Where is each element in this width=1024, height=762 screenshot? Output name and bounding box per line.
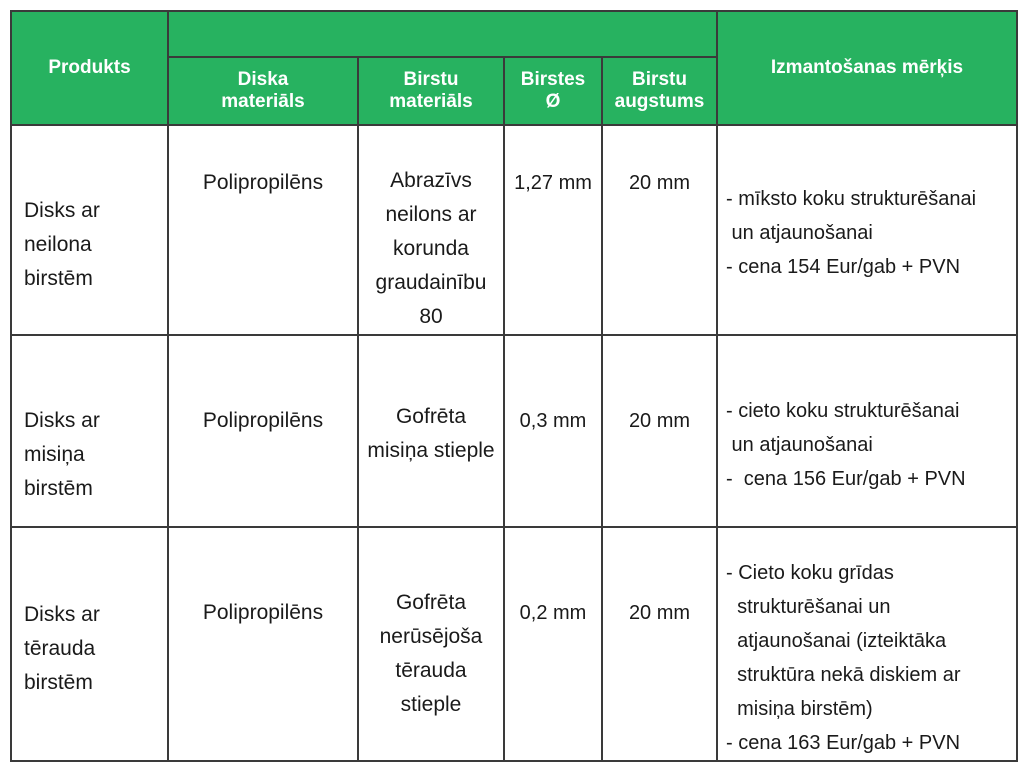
cell-birstu-materials: Gofrēta misiņa stieple <box>358 335 504 527</box>
table-row <box>11 335 1017 527</box>
table-row <box>11 527 1017 761</box>
header-spacer <box>168 11 717 57</box>
product-table <box>10 10 1018 762</box>
header-merkis: Izmantošanas mērķis <box>717 11 1017 125</box>
cell-diska: Polipropilēns <box>168 335 358 527</box>
header-birstu-materials: Birstu materiāls <box>358 57 504 125</box>
cell-produkts: Disks ar misiņa birstēm <box>11 335 168 527</box>
cell-augstums: 20 mm <box>602 125 717 335</box>
header-augstums: Birstu augstums <box>602 57 717 125</box>
header-produkts: Produkts <box>11 11 168 125</box>
cell-produkts: Disks ar tērauda birstēm <box>11 527 168 761</box>
cell-birstu-materials: Gofrēta nerūsējoša tērauda stieple <box>358 527 504 761</box>
cell-produkts: Disks ar neilona birstēm <box>11 125 168 335</box>
cell-augstums: 20 mm <box>602 335 717 527</box>
cell-birstu-materials: Abrazīvs neilons ar korunda graudainību 80 <box>358 125 504 335</box>
cell-merkis: - Cieto koku grīdas strukturēšanai un atjaunošanai (izteiktāka struktūra nekā diskiem ar misiņa birstēm) - cena 163 Eur/gab + PVN <box>717 527 1017 761</box>
header-birstes: Birstes Ø <box>504 57 602 125</box>
cell-birstes: 0,2 mm <box>504 527 602 761</box>
cell-augstums: 20 mm <box>602 527 717 761</box>
header-diska: Diska materiāls <box>168 57 358 125</box>
cell-diska: Polipropilēns <box>168 527 358 761</box>
cell-birstes: 1,27 mm <box>504 125 602 335</box>
cell-merkis: - cieto koku strukturēšanai un atjaunošanai - cena 156 Eur/gab + PVN <box>717 335 1017 527</box>
cell-diska: Polipropilēns <box>168 125 358 335</box>
cell-merkis: - mīksto koku strukturēšanai un atjaunošanai - cena 154 Eur/gab + PVN <box>717 125 1017 335</box>
table-row <box>11 125 1017 335</box>
cell-birstes: 0,3 mm <box>504 335 602 527</box>
